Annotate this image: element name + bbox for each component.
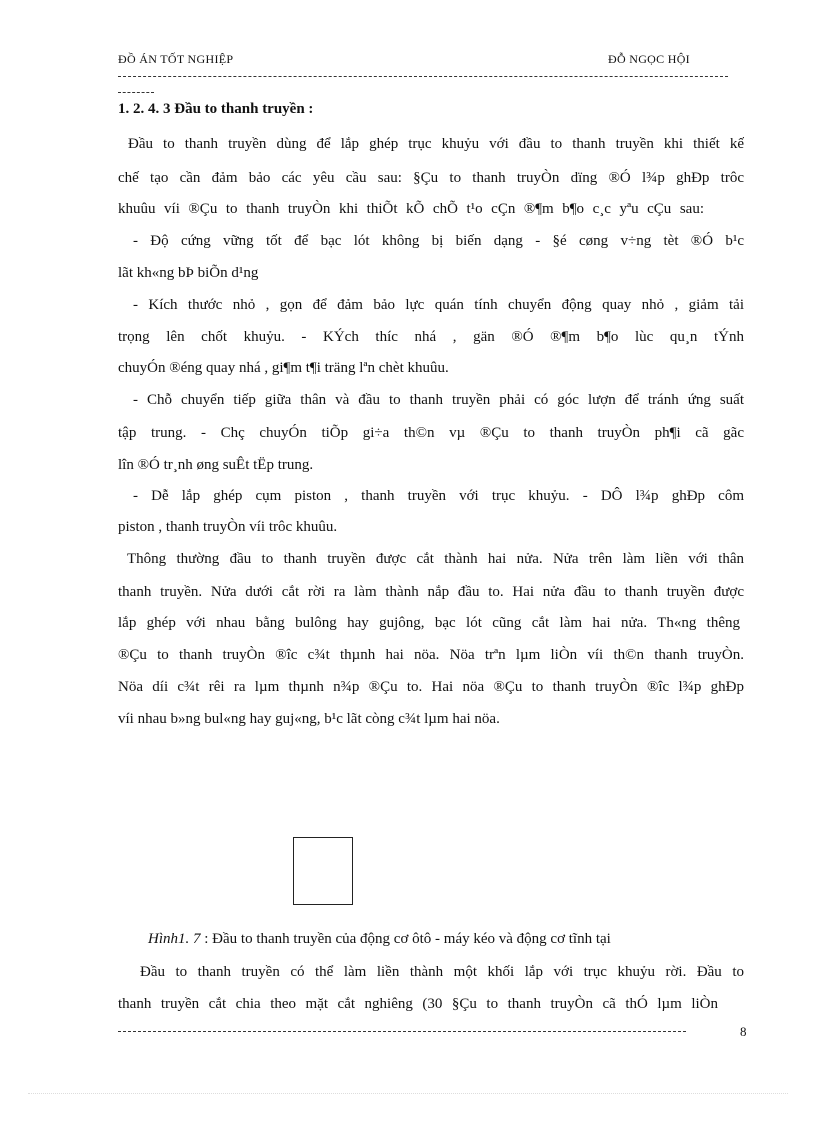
body-line: Nöa díi c¾t rêi ra lµm thµnh n¾p ®Çu to. Hai nöa ®Çu to thanh truyÒn ®îc l¾p ghÐp — [118, 679, 744, 695]
body-line: lắp ghép với nhau bằng bulông hay gujông, bạc lót cũng cắt làm hai nửa. Th«ng thêng — [118, 615, 740, 631]
header-divider — [118, 76, 728, 77]
body-line: ®Çu to thanh truyÒn ®îc c¾t thµnh hai nöa. Nöa trªn lµm liÒn víi th©n thanh truyÒn. — [118, 647, 744, 663]
body-line: lîn ®Ó tr¸nh øng suÊt tËp trung. — [118, 457, 314, 473]
figure-caption-label: Hình1. 7 — [148, 931, 201, 947]
body-line: lãt kh«ng bÞ biÕn d¹ng — [118, 265, 259, 281]
body-line: - Kích thước nhỏ , gọn để đảm bảo lực quán tính chuyển động quay nhỏ , giảm tải — [133, 297, 744, 313]
figure-caption-text: : Đầu to thanh truyền của động cơ ôtô - máy kéo và động cơ tĩnh tại — [200, 931, 611, 947]
body-line: Đầu to thanh truyền có thể làm liền thành một khối lắp với trục khuỷu rời. Đầu to — [140, 964, 744, 980]
header-left-title: ĐỒ ÁN TỐT NGHIỆP — [118, 52, 234, 66]
figure-placeholder — [293, 837, 353, 905]
section-heading: 1. 2. 4. 3 Đầu to thanh truyền : — [118, 101, 314, 117]
body-line: Đầu to thanh truyền dùng để lắp ghép trục khuỷu với đầu to thanh truyền khi thiết kế — [128, 136, 744, 152]
body-line: - Độ cứng vững tốt để bạc lót không bị biến dạng - §é cøng v÷ng tèt ®Ó b¹c — [133, 233, 744, 249]
body-line: - Chỗ chuyển tiếp giữa thân và đầu to thanh truyền phải có góc lượn để tránh ứng suất — [133, 392, 744, 408]
header-divider-tail — [118, 92, 154, 93]
body-line: tập trung. - Chç chuyÓn tiÕp gi÷a th©n vµ ®Çu to thanh truyÒn ph¶i cã gãc — [118, 425, 744, 441]
body-line: chuyÓn ®éng quay nhá , gi¶m t¶i träng lªn chèt khuûu. — [118, 360, 449, 376]
body-line: chế tạo cần đảm bảo các yêu cầu sau: §Çu to thanh truyÒn dïng ®Ó l¾p ghÐp trôc — [118, 170, 744, 186]
body-line: trọng lên chốt khuỷu. - KÝch thíc nhá , gän ®Ó ®¶m b¶o lùc qu¸n tÝnh — [118, 329, 744, 345]
body-line: khuûu víi ®Çu to thanh truyÒn khi thiÕt kÕ chÕ t¹o cÇn ®¶m b¶o c¸c yªu cÇu sau: — [118, 201, 704, 217]
figure-caption — [148, 931, 611, 948]
body-line: thanh truyền. Nửa dưới cắt rời ra làm thành nắp đầu to. Hai nửa đầu to thanh truyền được — [118, 584, 744, 600]
body-line: Thông thường đầu to thanh truyền được cắt thành hai nửa. Nửa trên làm liền với thân — [127, 551, 744, 567]
body-line: thanh truyền cắt chia theo mặt cắt nghiêng (30 §Çu to thanh truyÒn cã thÓ lµm liÒn — [118, 996, 718, 1012]
header-right-author: ĐỖ NGỌC HỘI — [608, 52, 690, 66]
page-number: 8 — [740, 1024, 747, 1039]
body-line: - Dễ lắp ghép cụm piston , thanh truyền với trục khuỷu. - DÔ l¾p ghÐp côm — [133, 488, 744, 504]
body-line: víi nhau b»ng bul«ng hay guj«ng, b¹c lãt còng c¾t lµm hai nöa. — [118, 711, 500, 727]
page-bottom-edge — [28, 1093, 788, 1094]
body-line: piston , thanh truyÒn víi trôc khuûu. — [118, 519, 338, 535]
footer-divider — [118, 1031, 686, 1032]
